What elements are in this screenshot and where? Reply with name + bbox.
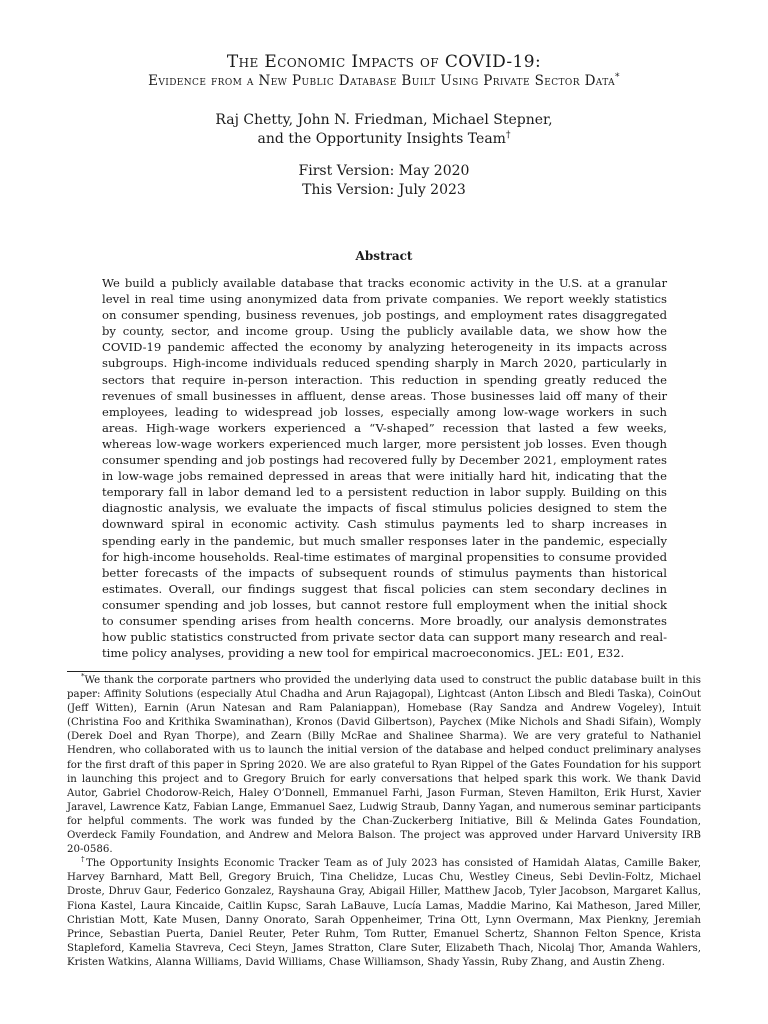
authors-footnote-marker: † xyxy=(505,130,511,141)
abstract-body: We build a publicly available database that tracks economic activity in the U.S. at a granular level in real time using anonymized data from private companies. We report weekly statistics on consumer spending, business revenues, job postings, and employment rates disaggregated by county, sector, and income group. Using the publicly available data, we show how the COVID-19 pandemic affected the economy by analyzing heterogeneity in its impacts across subgroups. High-income individuals reduced spending sharply in March 2020, particularly in sectors that require in-person interaction. This reduction in spending greatly reduced the revenues of small businesses in affluent, dense areas. Those businesses laid off many of their employees, leading to widespread job losses, especially among low-wage workers in such areas. High-wage workers experienced a “V-shaped” recession that lasted a few weeks, whereas low-wage workers experienced much larger, more persistent job losses. Even though consumer spending and job postings had recovered fully by December 2021, employment rates in low-wage jobs remained depressed in areas that were initially hard hit, indicating that the temporary fall in labor demand led to a persistent reduction in labor supply. Building on this diagnostic analysis, we evaluate the impacts of fiscal stimulus policies designed to stem the downward spiral in economic activity. Cash stimulus payments led to sharp increases in spending early in the pandemic, but much smaller responses later in the pandemic, especially for high-income households. Real-time estimates of marginal propensities to consume provided better forecasts of the impacts of subsequent rounds of stimulus payments than historical estimates. Overall, our findings suggest that fiscal policies can stem secondary declines in consumer spending and job losses, but cannot restore full employment when the initial shock to consumer spending arises from health concerns. More broadly, our analysis demonstrates how public statistics constructed from private sector data can support many research and real-time policy analyses, providing a new tool for empirical macroeconomics. JEL: E01, E32. xyxy=(102,276,667,661)
first-version: First Version: May 2020 xyxy=(298,163,470,179)
footnote-2-text: The Opportunity Insights Economic Tracker Team as of July 2023 has consisted of Hamidah Alatas, Camille Baker, Harvey Barnhard, Matt Bell, Gregory Bruich, Tina Chelidze, Lucas Chu, Westley Cineus, Sebi Devlin-Foltz, Michael Droste, Dhruv Gaur, Federico Gonzalez, Rayshauna Gray, Abigail Hiller, Matthew Jacob, Tyler Jacobson, Margaret Kallus, Fiona Kastel, Laura Kincaide, Caitlin Kupsc, Sarah LaBauve, Lucía Lamas, Maddie Marino, Kai Matheson, Jared Miller, Christian Mott, Kate Musen, Danny Onorato, Sarah Oppenheimer, Trina Ott, Lynn Overmann, Max Pienkny, Jeremiah Prince, Sebastian Puerta, Daniel Reuter, Peter Ruhm, Tom Rutter, Emanuel Schertz, Shannon Felton Spence, Krista Stapleford, Kamelia Stavreva, Ceci Steyn, James Stratton, Clare Suter, Elizabeth Thach, Nicolaj Thor, Amanda Wahlers, Kristen Watkins, Alanna Williams, David Williams, Chase Williamson, Shady Yassin, Ruby Zhang, and Austin Zheng. xyxy=(67,858,702,968)
footnote-1 xyxy=(67,674,701,857)
authors-line-2 xyxy=(60,130,708,149)
footnote-2 xyxy=(67,857,701,970)
paper-title: The Economic Impacts of COVID-19: xyxy=(226,52,542,72)
footnote-divider xyxy=(67,671,321,672)
version-info xyxy=(60,162,708,200)
authors-line-2-text: and the Opportunity Insights Team xyxy=(257,131,506,147)
footnote-1-text: We thank the corporate partners who provided the underlying data used to construct the public database built in this paper: Affinity Solutions (especially Atul Chadha and Arun Rajagopal), Lightcast (Anton Libsch and Bledi Taska), CoinOut (Jeff Witten), Earnin (Arun Natesan and Ram Palaniappan), Homebase (Ray Sandza and Andrew Vogeley), Intuit (Christina Foo and Krithika Swaminathan), Kronos (David Gilbertson), Paychex (Mike Nichols and Shadi Sifain), Womply (Derek Doel and Ryan Thorpe), and Zearn (Billy McRae and Shalinee Sharma). We are very grateful to Nathaniel Hendren, who collaborated with us to launch the initial version of the database and helped conduct preliminary analyses for the first draft of this paper in Spring 2020. We are also grateful to Ryan Rippel of the Gates Foundation for his support in launching this project and to Gregory Bruich for early conversations that helped spark this work. We thank David Autor, Gabriel Chodorow-Reich, Haley O’Donnell, Emmanuel Farhi, Jason Furman, Steven Hamilton, Erik Hurst, Xavier Jaravel, Lawrence Katz, Fabian Lange, Emmanuel Saez, Ludwig Straub, Danny Yagan, and numerous seminar participants for helpful comments. The work was funded by the Chan-Zuckerberg Initiative, Bill & Melinda Gates Foundation, Overdeck Family Foundation, and Andrew and Melora Balson. The project was approved under Harvard University IRB 20-0586. xyxy=(67,675,701,856)
footnotes xyxy=(67,674,701,970)
footnote-1-marker: * xyxy=(81,672,85,681)
subtitle-footnote-marker: * xyxy=(615,72,620,83)
this-version: This Version: July 2023 xyxy=(302,182,466,198)
authors-line-1: Raj Chetty, John N. Friedman, Michael Stepner, xyxy=(215,112,553,128)
footnote-2-marker: † xyxy=(81,855,86,864)
abstract-heading: Abstract xyxy=(355,249,413,263)
author-list xyxy=(60,111,708,149)
paper-subtitle-text: Evidence from a New Public Database Built Using Private Sector Data xyxy=(148,73,616,89)
paper-subtitle xyxy=(60,72,708,90)
